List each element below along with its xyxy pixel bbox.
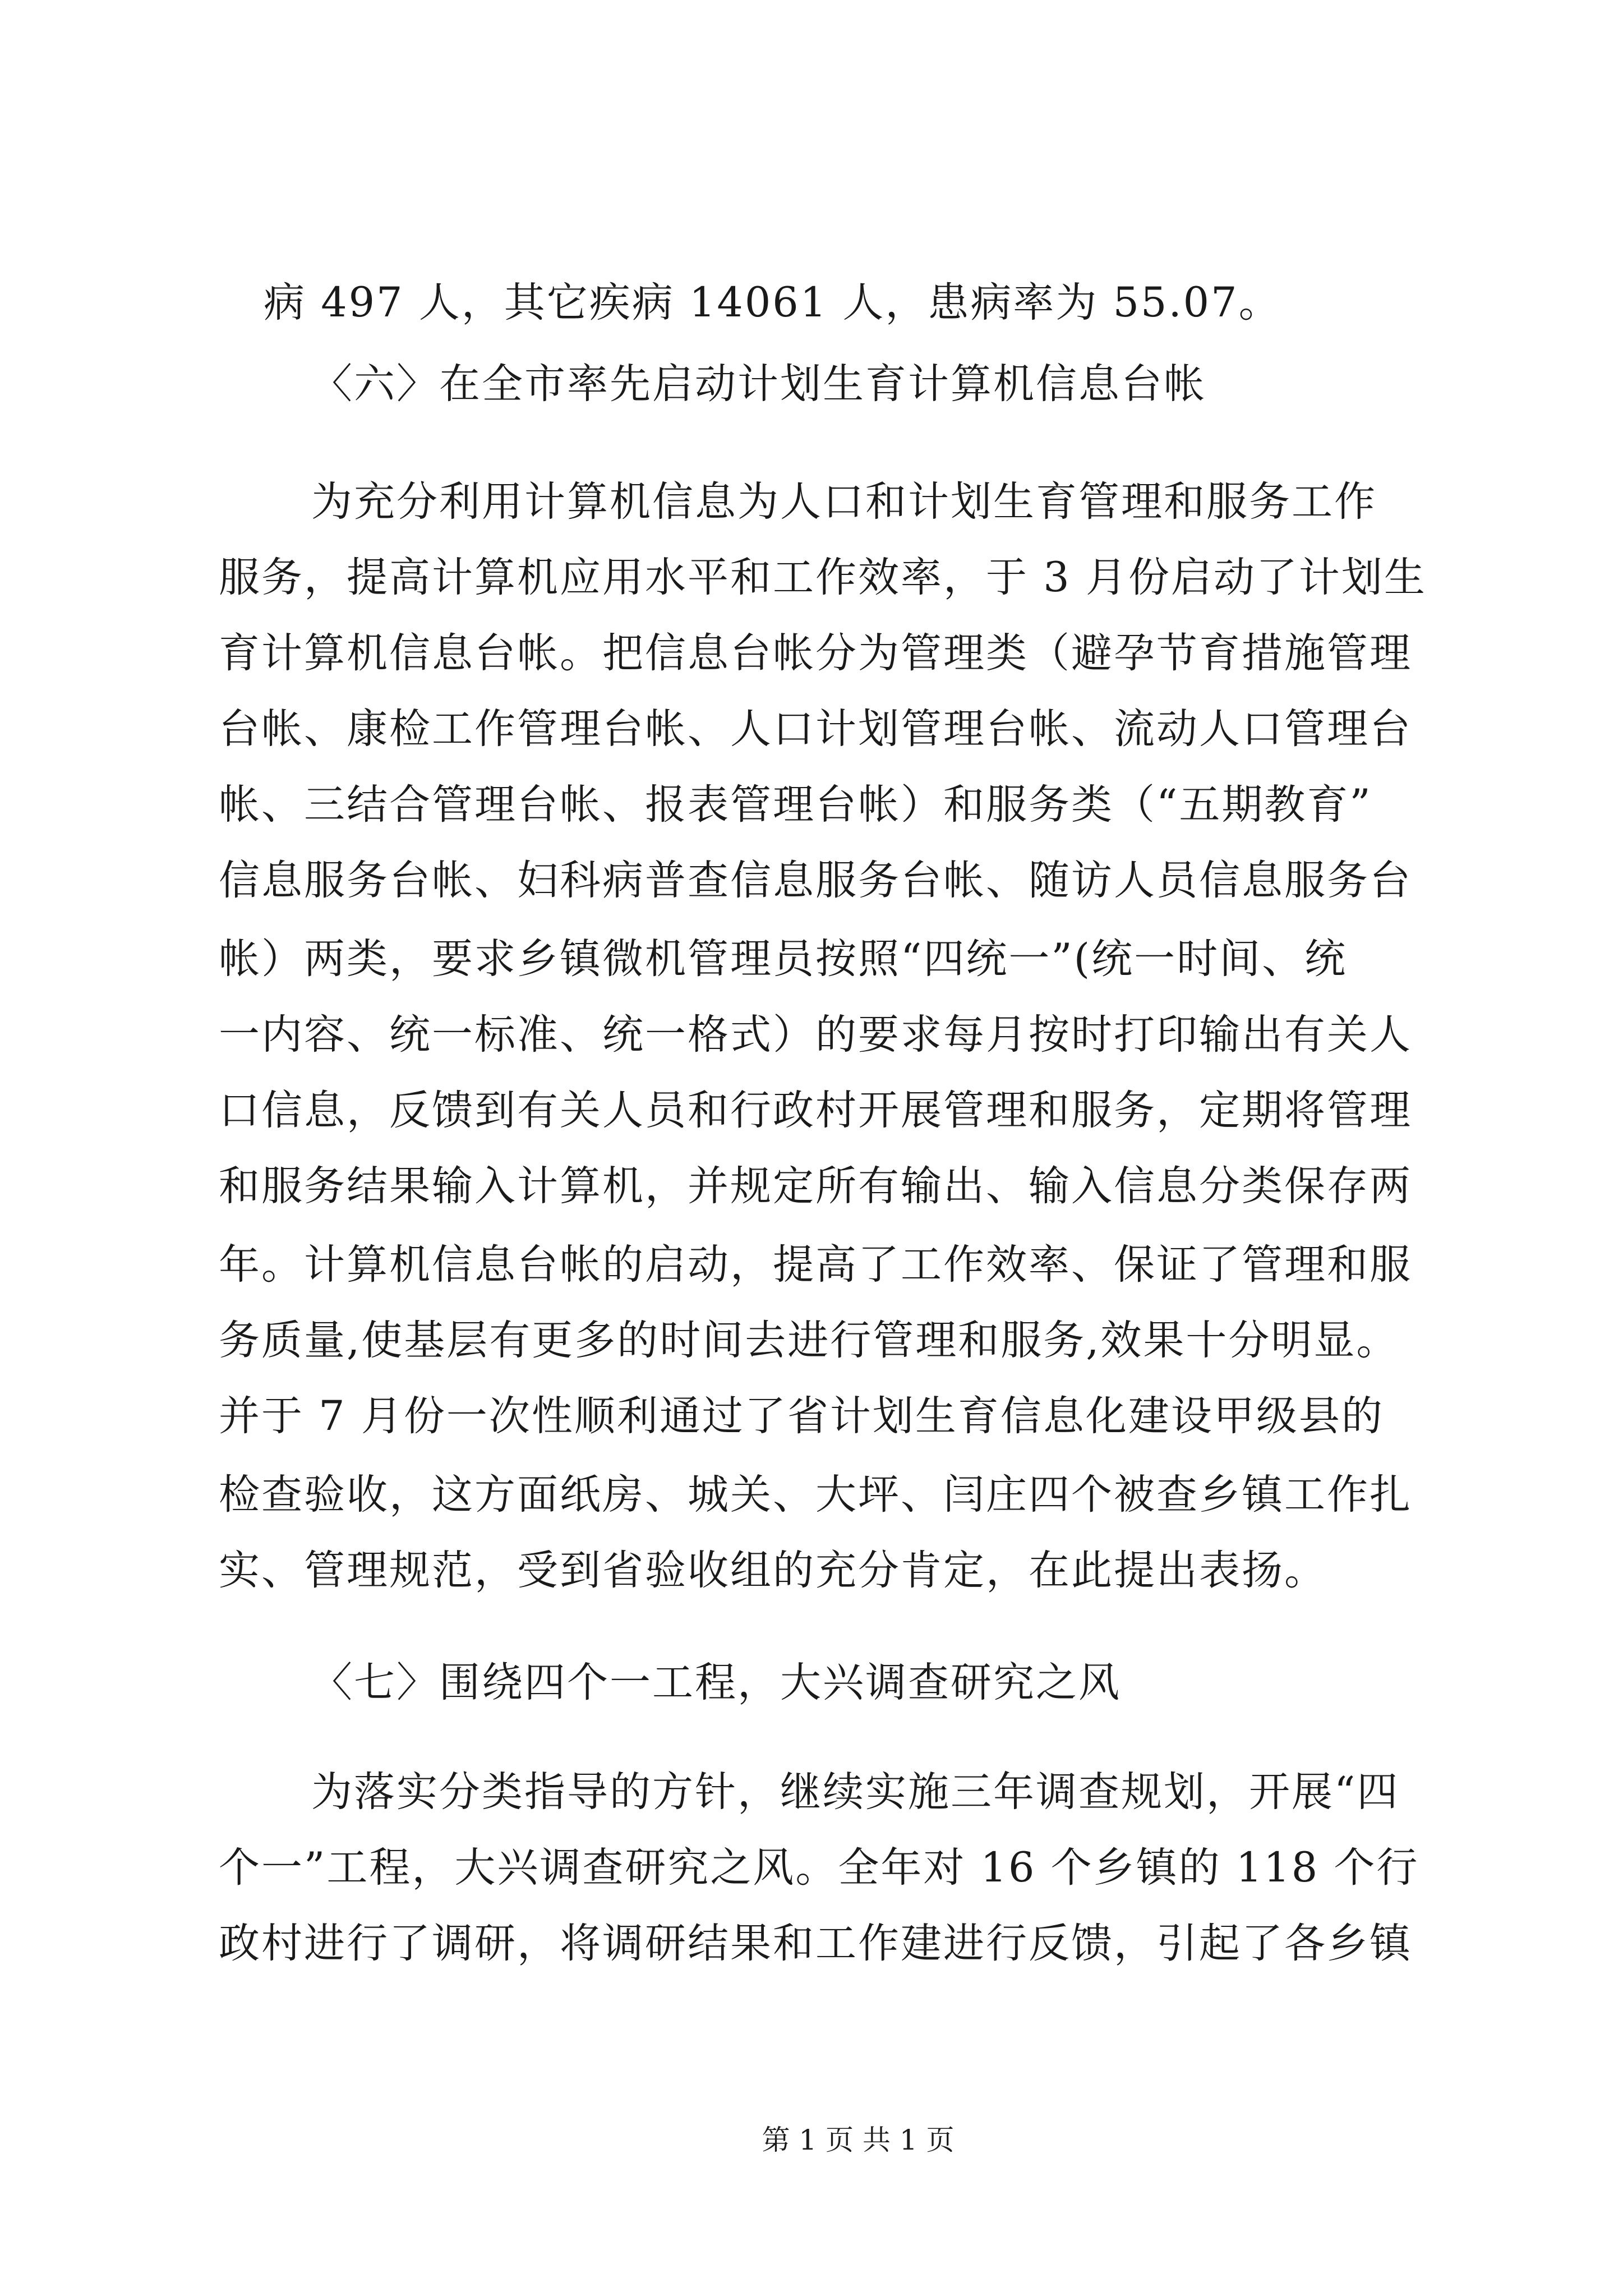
text-line: 实、管理规范，受到省验收组的充分肯定，在此提出表扬。 [219, 1547, 1327, 1594]
text-line: 信息服务台帐、妇科病普查信息服务台帐、随访人员信息服务台 [219, 857, 1412, 904]
text-line: 育计算机信息台帐。把信息台帐分为管理类（避孕节育措施管理 [219, 629, 1412, 677]
text-line: 个一”工程，大兴调查研究之风。全年对 16 个乡镇的 118 个行 [219, 1844, 1419, 1892]
section-heading: 〈七〉围绕四个一工程，大兴调查研究之风 [311, 1659, 1121, 1706]
section-heading: 〈六〉在全市率先启动计划生育计算机信息台帐 [311, 360, 1206, 408]
text-line: 口信息，反馈到有关人员和行政村开展管理和服务，定期将管理 [219, 1087, 1412, 1134]
text-line: 和服务结果输入计算机，并规定所有输出、输入信息分类保存两 [219, 1162, 1412, 1210]
text-line: 病 497 人，其它疾病 14061 人，患病率为 55.07。 [264, 279, 1281, 326]
text-line: 帐、三结合管理台帐、报表管理台帐）和服务类（“五期教育” [219, 781, 1372, 829]
text-line: 一内容、统一标准、统一格式）的要求每月按时打印输出有关人 [219, 1011, 1412, 1059]
text-line: 帐）两类，要求乡镇微机管理员按照“四统一”(统一时间、统 [219, 935, 1348, 983]
text-line: 政村进行了调研，将调研结果和工作建进行反馈，引起了各乡镇 [219, 1920, 1412, 1967]
text-line: 并于 7 月份一次性顺利通过了省计划生育信息化建设甲级县的 [219, 1392, 1384, 1440]
text-line: 为充分利用计算机信息为人口和计划生育管理和服务工作 [311, 478, 1377, 526]
text-line: 台帐、康检工作管理台帐、人口计划管理台帐、流动人口管理台 [219, 705, 1412, 753]
text-line: 务质量,使基层有更多的时间去进行管理和服务,效果十分明显。 [219, 1317, 1399, 1364]
text-line: 检查验收，这方面纸房、城关、大坪、闫庄四个被查乡镇工作扎 [219, 1471, 1412, 1519]
text-line: 为落实分类指导的方针，继续实施三年调查规划，开展“四 [311, 1768, 1400, 1816]
page-number-footer: 第 1 页 共 1 页 [762, 2124, 955, 2156]
text-line: 年。计算机信息台帐的启动，提高了工作效率、保证了管理和服 [219, 1241, 1412, 1289]
text-line: 服务，提高计算机应用水平和工作效率，于 3 月份启动了计划生 [219, 554, 1427, 601]
